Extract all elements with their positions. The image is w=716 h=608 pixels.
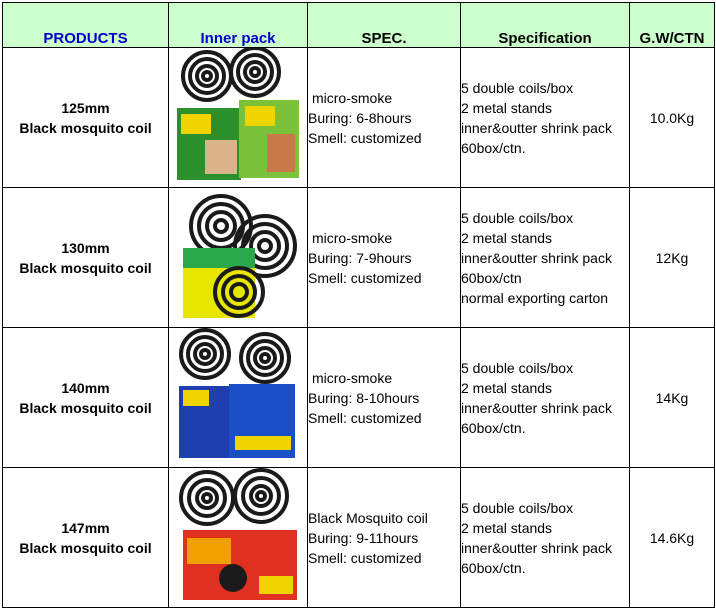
specification-cell [461,188,630,328]
product-name: Black mosquito coil [19,259,152,276]
inner-pack-photo [169,328,308,468]
specification-line: inner&outter shrink pack [461,119,612,136]
header-spec: SPEC. [308,3,461,48]
spec-line: Buring: 8-10hours [308,389,420,406]
specification-line: 2 metal stands [461,99,553,116]
spec-line: Buring: 7-9hours [308,249,412,266]
product-spec-table [2,2,715,608]
table-row [3,188,715,328]
product-size: 125mm [61,99,110,116]
gw-cell: 12Kg [630,188,715,328]
spec-cell [308,48,461,188]
specification-line: normal exporting carton [461,289,609,306]
product-name: Black mosquito coil [19,539,152,556]
specification-line: 60box/ctn [461,269,522,286]
specification-line: 5 double coils/box [461,79,574,96]
specification-line: 5 double coils/box [461,359,574,376]
specification-cell [461,48,630,188]
spec-cell [308,328,461,468]
specification-line: inner&outter shrink pack [461,539,612,556]
spec-line: micro-smoke [312,229,393,246]
inner-pack-photo [169,48,308,188]
spec-line: Buring: 9-11hours [308,529,419,546]
header-gw-ctn: G.W/CTN [630,3,715,48]
spec-cell [308,468,461,608]
specification-cell [461,468,630,608]
spec-line: Black Mosquito coil [308,509,428,526]
header-specification: Specification [461,3,630,48]
gw-cell: 14.6Kg [630,468,715,608]
product-name: Black mosquito coil [19,399,152,416]
table-row [3,328,715,468]
table-row [3,48,715,188]
spec-line: micro-smoke [312,89,393,106]
product-name: Black mosquito coil [19,119,152,136]
product-size: 130mm [61,239,110,256]
product-cell [3,468,169,608]
spec-cell [308,188,461,328]
specification-line: inner&outter shrink pack [461,399,612,416]
specification-line: 60box/ctn. [461,139,526,156]
inner-pack-photo [169,188,308,328]
spec-line: Smell: customized [308,269,422,286]
inner-pack-photo [169,468,308,608]
product-cell [3,48,169,188]
header-products: PRODUCTS [3,3,169,48]
specification-line: inner&outter shrink pack [461,249,612,266]
gw-cell: 10.0Kg [630,48,715,188]
header-row [3,3,715,48]
specification-line: 2 metal stands [461,519,553,536]
gw-cell: 14Kg [630,328,715,468]
specification-cell [461,328,630,468]
table-row [3,468,715,608]
product-cell [3,188,169,328]
spec-line: Smell: customized [308,549,422,566]
spec-line: Smell: customized [308,129,422,146]
product-size: 147mm [61,519,110,536]
specification-line: 2 metal stands [461,379,553,396]
specification-line: 5 double coils/box [461,209,574,226]
spec-line: micro-smoke [312,369,393,386]
spec-line: Buring: 6-8hours [308,109,412,126]
product-cell [3,328,169,468]
spec-line: Smell: customized [308,409,422,426]
specification-line: 5 double coils/box [461,499,574,516]
specification-line: 60box/ctn. [461,559,526,576]
specification-line: 60box/ctn. [461,419,526,436]
specification-line: 2 metal stands [461,229,553,246]
header-inner-pack: Inner pack [169,3,308,48]
product-size: 140mm [61,379,110,396]
